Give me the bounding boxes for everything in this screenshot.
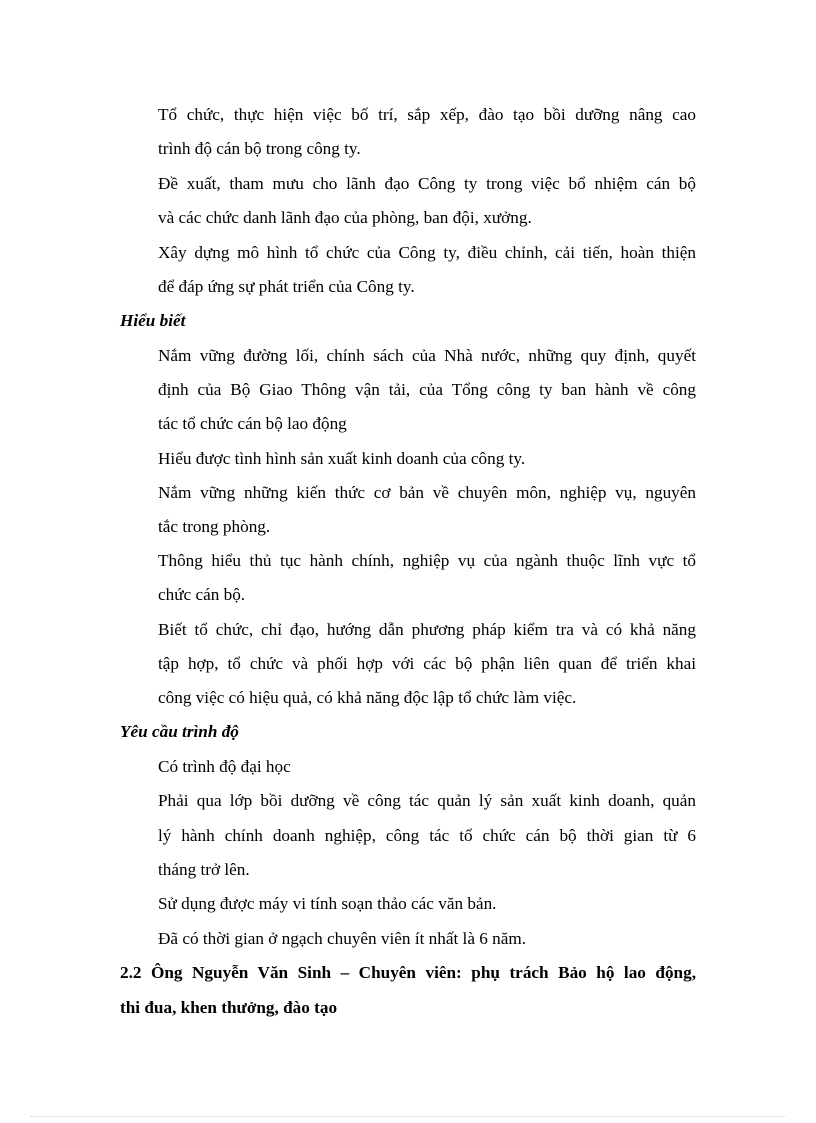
paragraph-line: tập hợp, tổ chức và phối hợp với các bộ phận liên quan để triển khai — [158, 654, 696, 673]
section-heading-line: 2.2 Ông Nguyễn Văn Sinh – Chuyên viên: phụ trách Bảo hộ lao động, — [120, 963, 696, 982]
paragraph-line: trình độ cán bộ trong công ty. — [158, 139, 361, 158]
paragraph-line: định của Bộ Giao Thông vận tải, của Tổng công ty ban hành về công — [158, 380, 696, 399]
paragraph-line: Đề xuất, tham mưu cho lãnh đạo Công ty trong việc bổ nhiệm cán bộ — [158, 174, 696, 193]
paragraph-line: công việc có hiệu quả, có khả năng độc lập tổ chức làm việc. — [158, 688, 577, 707]
paragraph-line: Hiểu được tình hình sản xuất kinh doanh của công ty. — [158, 449, 526, 468]
paragraph-line: Phải qua lớp bồi dưỡng về công tác quản lý sản xuất kinh doanh, quản — [158, 791, 696, 810]
page-bottom-rule — [30, 1116, 786, 1117]
paragraph-line: Sử dụng được máy vi tính soạn thảo các văn bản. — [158, 894, 497, 913]
paragraph-line: lý hành chính doanh nghiệp, công tác tổ chức cán bộ thời gian từ 6 — [158, 826, 696, 845]
paragraph-line: Xây dựng mô hình tổ chức của Công ty, điều chỉnh, cải tiến, hoàn thiện — [158, 243, 696, 262]
paragraph-line: Có trình độ đại học — [158, 757, 291, 776]
paragraph-line: Đã có thời gian ở ngạch chuyên viên ít nhất là 6 năm. — [158, 929, 527, 948]
paragraph-line: Biết tổ chức, chỉ đạo, hướng dẫn phương pháp kiểm tra và có khả năng — [158, 620, 696, 639]
paragraph-line: tắc trong phòng. — [158, 517, 271, 536]
paragraph-line: tác tổ chức cán bộ lao động — [158, 414, 347, 433]
section-heading-line: thi đua, khen thưởng, đào tạo — [120, 998, 338, 1017]
paragraph-line: Nắm vững những kiến thức cơ bản về chuyên môn, nghiệp vụ, nguyên — [158, 483, 696, 502]
paragraph-line: chức cán bộ. — [158, 585, 246, 604]
paragraph-line: Nắm vững đường lối, chính sách của Nhà nước, những quy định, quyết — [158, 346, 696, 365]
paragraph-line: Tổ chức, thực hiện việc bố trí, sắp xếp, đào tạo bồi dưỡng nâng cao — [158, 105, 696, 124]
paragraph-line: Thông hiểu thủ tục hành chính, nghiệp vụ của ngành thuộc lĩnh vực tổ — [158, 551, 696, 570]
paragraph-line: để đáp ứng sự phát triển của Công ty. — [158, 277, 415, 296]
subheading-yeu-cau-trinh-do: Yêu cầu trình độ — [120, 722, 239, 741]
paragraph-line: tháng trở lên. — [158, 860, 250, 879]
subheading-hieu-biet: Hiểu biết — [120, 311, 186, 330]
paragraph-line: và các chức danh lãnh đạo của phòng, ban đội, xưởng. — [158, 208, 532, 227]
